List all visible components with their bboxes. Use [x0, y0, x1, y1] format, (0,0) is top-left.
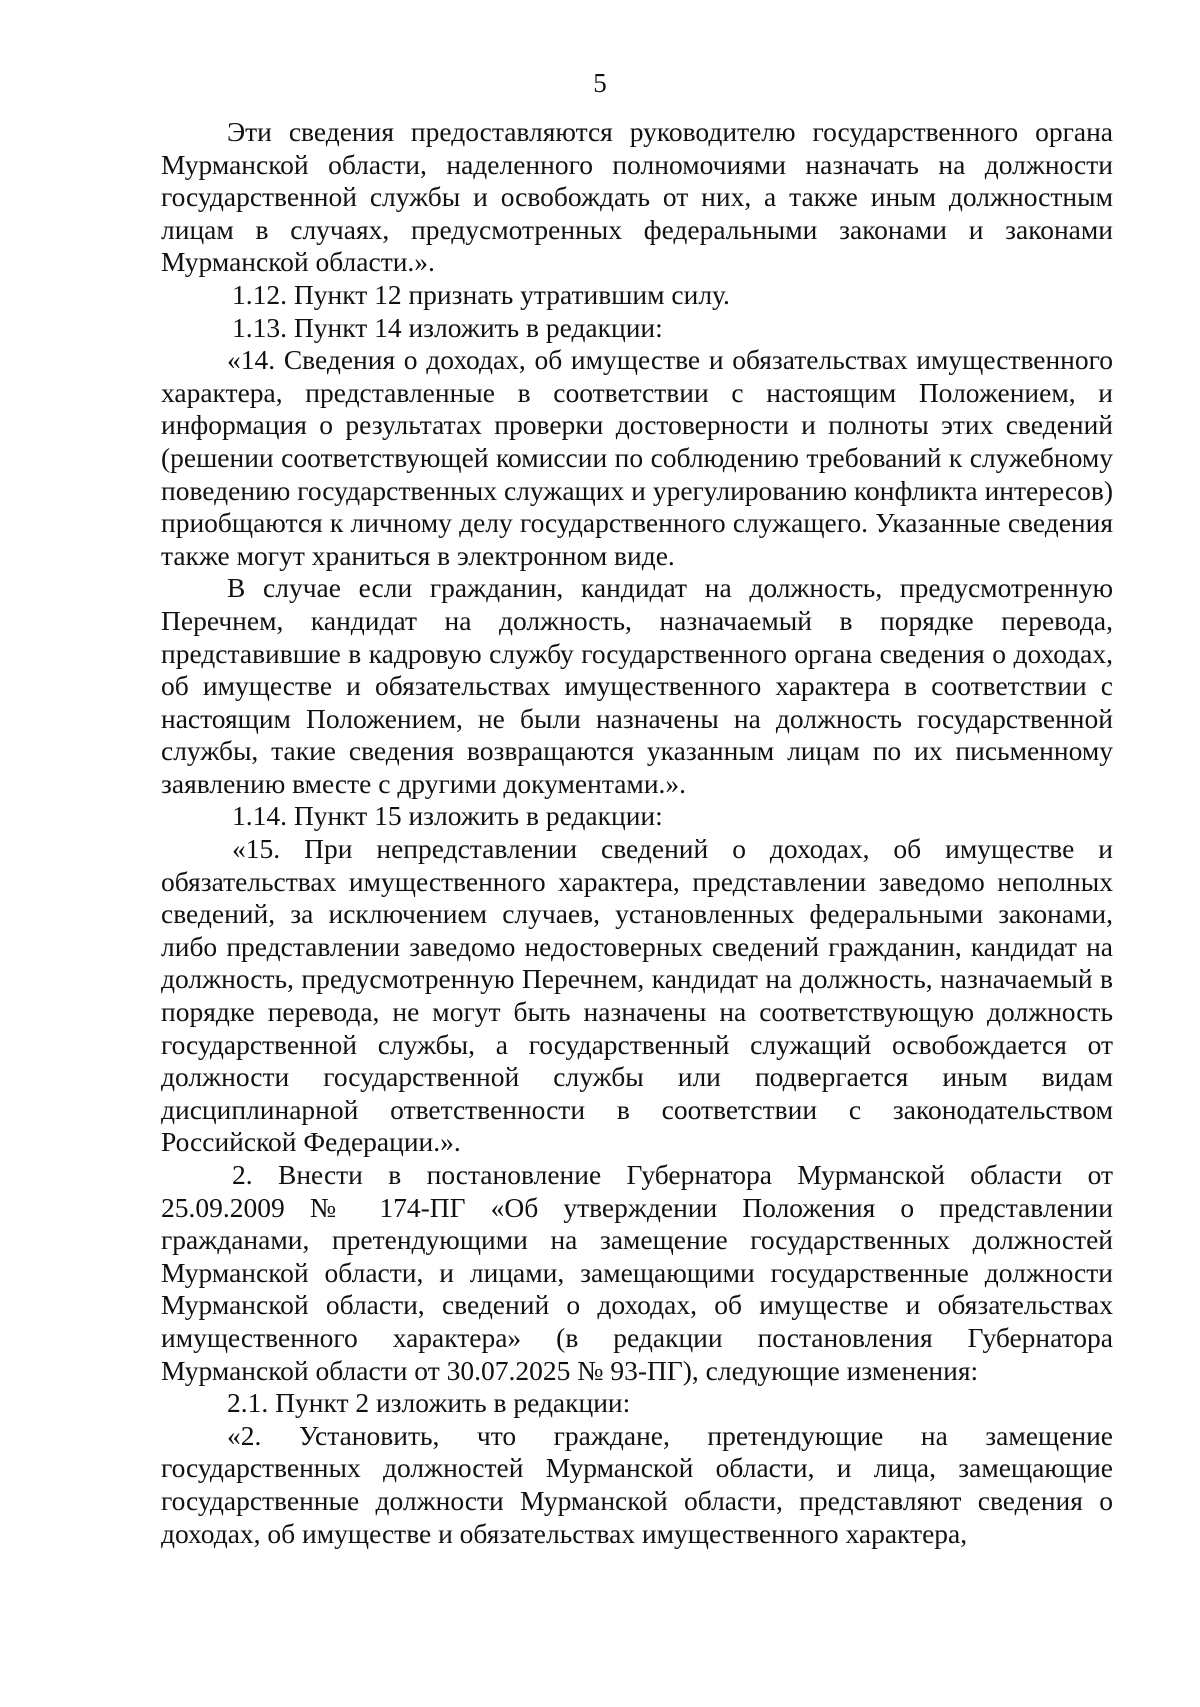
page-number: 5	[593, 68, 607, 98]
paragraph-item-1-12: 1.12. Пункт 12 признать утратившим силу.	[232, 278, 730, 310]
paragraph-clause-2: «2. Установить, что граждане, претендующие на замещение государственных должностей Мурманской области, и лица, замещающие государственные должности Мурманской области, представляют сведения о доходах, об имуществе и обязательствах имущественного характера,	[161, 1419, 1113, 1549]
paragraph-item-1-13: 1.13. Пункт 14 изложить в редакции:	[232, 311, 663, 343]
paragraph-clause-15: «15. При непредставлении сведений о доходах, об имуществе и обязательствах имущественного характера, представлении заведомо неполных сведений, за исключением случаев, установленных федеральными законами, либо представлении заведомо недостоверных сведений гражданин, кандидат на должность, предусмотренную Перечнем, кандидат на должность, назначаемый в порядке перевода, не могут быть назначены на соответствующую должность государственной службы, а государственный служащий освобождается от должности государственной службы или подвергается иным видам дисциплинарной ответственности в соответствии с законодательством Российской Федерации.».	[161, 833, 1113, 1158]
paragraph-item-2-1: 2.1. Пункт 2 изложить в редакции:	[227, 1387, 631, 1419]
paragraph-return-of-info: В случае если гражданин, кандидат на должность, предусмотренную Перечнем, кандидат на должность, назначаемый в порядке перевода, представившие в кадровую службу государственного органа сведения о доходах, об имуществе и обязательствах имущественного характера в соответствии с настоящим Положением, не были назначены на должность государственной службы, такие сведения возвращаются указанным лицам по их письменному заявлению вместе с другими документами.».	[161, 572, 1113, 799]
paragraph-item-1-14: 1.14. Пункт 15 изложить в редакции:	[232, 800, 663, 832]
paragraph-clause-14: «14. Сведения о доходах, об имуществе и обязательствах имущественного характера, представленные в соответствии с настоящим Положением, и информация о результатах проверки достоверности и полноты этих сведений (решении соответствующей комиссии по соблюдению требований к служебному поведению государственных служащих и урегулированию конфликта интересов) приобщаются к личному делу государственного служащего. Указанные сведения также могут храниться в электронном виде.	[161, 344, 1113, 571]
paragraph-info-recipients: Эти сведения предоставляются руководителю государственного органа Мурманской области, наделенного полномочиями назначать на должности государственной службы и освобождать от них, а также иным должностным лицам в случаях, предусмотренных федеральными законами и законами Мурманской области.».	[161, 116, 1113, 278]
paragraph-item-2: 2. Внести в постановление Губернатора Мурманской области от 25.09.2009 № 174-ПГ «Об утверждении Положения о представлении гражданами, претендующими на замещение государственных должностей Мурманской области, и лицами, замещающими государственные должности Мурманской области, сведений о доходах, об имуществе и обязательствах имущественного характера» (в редакции постановления Губернатора Мурманской области от 30.07.2025 № 93-ПГ), следующие изменения:	[161, 1159, 1113, 1386]
document-body	[161, 116, 1113, 1550]
